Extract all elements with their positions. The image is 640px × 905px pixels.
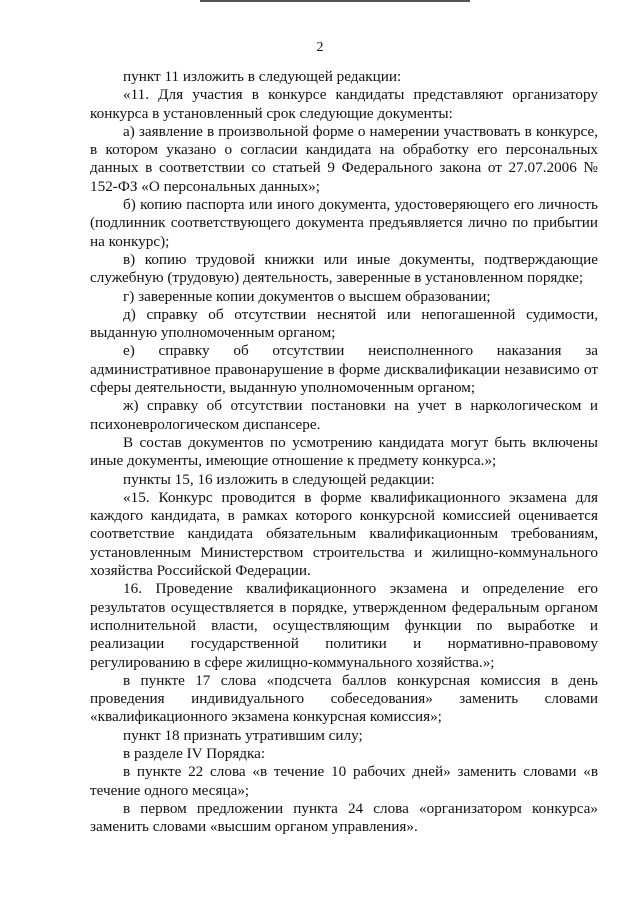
paragraph: «11. Для участия в конкурсе кандидаты представляют организатору конкурса в установленный срок следующие документы:: [90, 86, 598, 122]
paragraph: пункт 18 признать утратившим силу;: [123, 726, 363, 744]
paragraph: в) копию трудовой книжки или иные документы, подтверждающие служебную (трудовую) деятельность, заверенные в установленном порядке;: [90, 250, 598, 287]
paragraph: 16. Проведение квалификационного экзамена и определение его результатов осуществляется в порядке, утвержденном федеральным органом исполнительной власти, осуществляющим функции по выработке и реализации государственной политики и нормативно-правовому регулированию в сфере жилищно-коммунального хозяйства.»;: [90, 580, 598, 671]
top-edge-line: [200, 0, 470, 2]
paragraph: в пункте 22 слова «в течение 10 рабочих дней» заменить словами «в течение одного месяца»;: [90, 763, 598, 799]
paragraph: ж) справку об отсутствии постановки на учет в наркологическом и психоневрологическом диспансере.: [90, 397, 598, 433]
paragraph: е) справку об отсутствии неисполненного наказания за административное правонарушение в форме дисквалификации независимо от сферы деятельности, выданную уполномоченным органом;: [90, 342, 598, 397]
paragraph: г) заверенные копии документов о высшем образовании;: [123, 287, 491, 305]
page-number: 2: [316, 40, 324, 55]
paragraph: а) заявление в произвольной форме о намерении участвовать в конкурсе, в котором указано о согласии кандидата на обработку его персональных данных в соответствии со статьей 9 Федерального закона от 27.07.2006 № 152-ФЗ «О персональных данных»;: [90, 122, 598, 195]
paragraph: В состав документов по усмотрению кандидата могут быть включены иные документы, имеющие отношение к предмету конкурса.»;: [90, 433, 598, 470]
paragraph: в разделе IV Порядка:: [123, 744, 266, 762]
paragraph: д) справку об отсутствии неснятой или непогашенной судимости, выданную уполномоченным органом;: [90, 305, 598, 342]
paragraph: в пункте 17 слова «подсчета баллов конкурсная комиссия в день проведения индивидуального собеседования» заменить словами «квалификационного экзамена конкурсная комиссия»;: [90, 671, 598, 726]
paragraph: в первом предложении пункта 24 слова «организатором конкурса» заменить словами «высшим органом управления».: [90, 799, 598, 836]
paragraph: пункт 11 изложить в следующей редакции:: [123, 68, 402, 85]
paragraph: б) копию паспорта или иного документа, удостоверяющего его личность (подлинник соответствующего документа предъявляется лично по прибытии на конкурс);: [90, 196, 598, 250]
document-body: [90, 68, 598, 836]
paragraph: пункты 15, 16 изложить в следующей редакции:: [123, 470, 435, 488]
paragraph: «15. Конкурс проводится в форме квалификационного экзамена для каждого кандидата, в рамках которого конкурсной комиссией оценивается соответствие кандидата обязательным квалификационным требованиям, установленным Министерством строительства и жилищно-коммунального хозяйства Российской Федерации.: [90, 488, 598, 580]
